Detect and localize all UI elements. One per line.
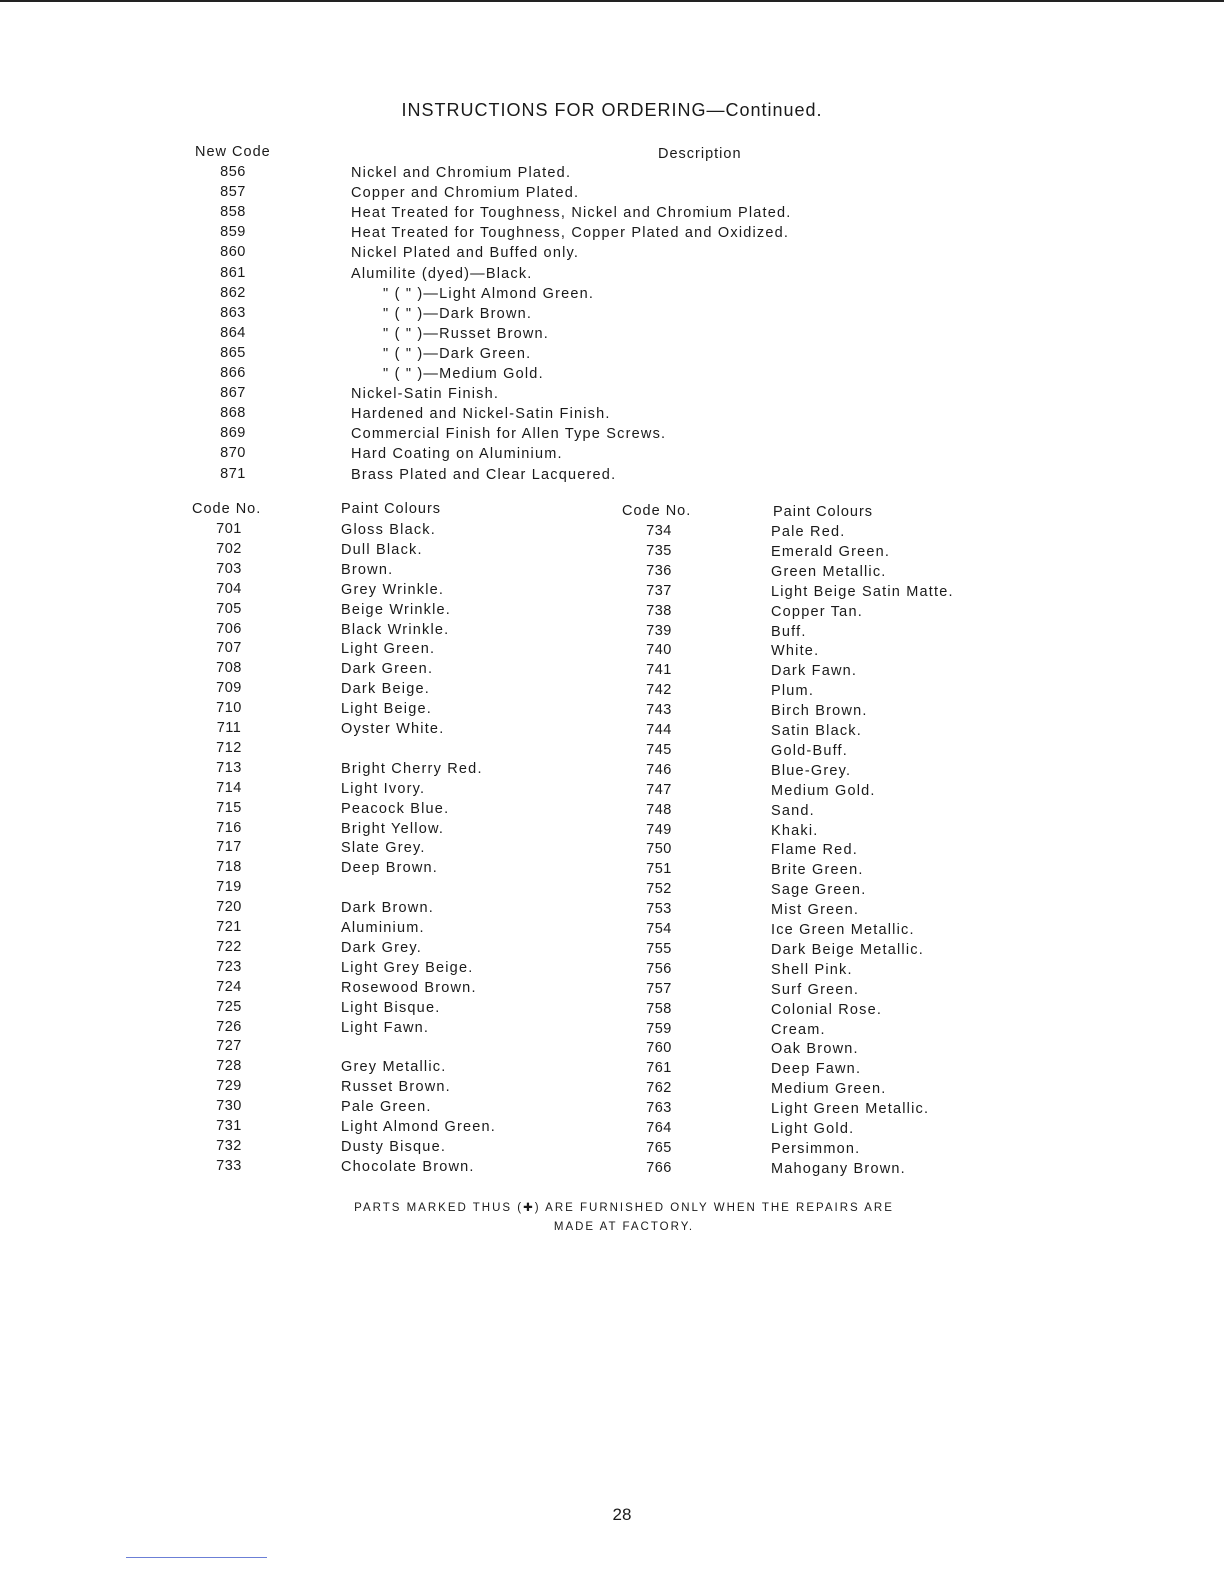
paint-code: 722 — [216, 938, 242, 955]
finish-description: Alumilite (dyed)—Black. — [351, 265, 533, 282]
paint-code: 751 — [646, 861, 672, 878]
paint-colour: Dark Grey. — [341, 939, 423, 956]
paint-colour: Dark Brown. — [341, 900, 434, 917]
paint-code: 742 — [646, 682, 672, 699]
finish-code-header: New Code — [195, 144, 271, 160]
paint-code: 701 — [216, 521, 242, 537]
finish-description: Heat Treated for Toughness, Copper Plated and Oxidized. — [351, 225, 790, 242]
finish-description: Commercial Finish for Allen Type Screws. — [351, 426, 667, 443]
finish-code: 863 — [220, 304, 246, 321]
paint-colour: Brite Green. — [771, 862, 864, 879]
paint-colour: Light Gold. — [771, 1121, 855, 1137]
finish-description: Nickel Plated and Buffed only. — [351, 245, 580, 262]
paint-colour: Gloss Black. — [341, 522, 436, 538]
paint-code: 732 — [216, 1137, 242, 1154]
paint-colour: Chocolate Brown. — [341, 1158, 475, 1175]
top-border-rule — [0, 0, 1224, 2]
finish-description: Hardened and Nickel-Satin Finish. — [351, 406, 611, 423]
paint-colour: Light Green. — [341, 641, 436, 658]
paint-code: 745 — [646, 741, 672, 758]
paint-colour: Persimmon. — [771, 1140, 861, 1157]
finish-code: 860 — [220, 244, 246, 261]
paint-colour: Dark Fawn. — [771, 663, 858, 680]
paint-code: 746 — [646, 761, 672, 778]
finish-code: 862 — [220, 284, 246, 301]
paint-colour: Slate Grey. — [341, 840, 426, 857]
paint-code: 712 — [216, 739, 242, 756]
finish-description: " ( " )—Dark Brown. — [383, 305, 533, 322]
finish-code: 865 — [220, 344, 246, 361]
finish-description-header: Description — [658, 146, 742, 162]
paint-code: 743 — [646, 702, 672, 719]
paint-colour: Pale Green. — [341, 1099, 432, 1116]
paint-code: 730 — [216, 1098, 242, 1115]
paint-code: 757 — [646, 980, 672, 997]
paint-code: 748 — [646, 801, 672, 818]
paint-code: 764 — [646, 1120, 672, 1136]
finish-description: " ( " )—Russet Brown. — [383, 325, 550, 342]
paint-colour: Emerald Green. — [771, 543, 891, 560]
paint-colour: Dark Green. — [341, 661, 434, 678]
paint-code: 727 — [216, 1038, 242, 1055]
finish-code: 859 — [220, 224, 246, 241]
finish-code: 861 — [220, 264, 246, 281]
finish-description: Heat Treated for Toughness, Nickel and Chromium Plated. — [351, 205, 792, 222]
paint-code: 747 — [646, 781, 672, 798]
paint-code: 733 — [216, 1157, 242, 1174]
finish-code: 867 — [220, 385, 246, 402]
paint-colour: Medium Green. — [771, 1081, 887, 1098]
finish-description: Nickel and Chromium Plated. — [351, 165, 572, 181]
paint-code: 761 — [646, 1060, 672, 1077]
paint-code: 759 — [646, 1020, 672, 1037]
paint-colour: Grey Wrinkle. — [341, 581, 445, 598]
footnote-line-1: PARTS MARKED THUS (✚) ARE FURNISHED ONLY WHEN THE REPAIRS ARE — [354, 1202, 894, 1214]
page-heading: INSTRUCTIONS FOR ORDERING—Continued. — [401, 100, 823, 120]
paint-colour: Light Grey Beige. — [341, 959, 474, 976]
paint-code: 713 — [216, 759, 242, 776]
finish-code: 857 — [220, 184, 246, 201]
paint-code: 717 — [216, 839, 242, 856]
finish-description: " ( " )—Light Almond Green. — [383, 285, 595, 302]
finish-code: 858 — [220, 204, 246, 221]
paint-code: 753 — [646, 901, 672, 918]
finish-code: 856 — [220, 164, 246, 180]
paint-code: 708 — [216, 660, 242, 677]
finish-description: Brass Plated and Clear Lacquered. — [351, 466, 617, 483]
paint-colour: Dull Black. — [341, 541, 423, 558]
paint-colour: Dusty Bisque. — [341, 1138, 447, 1155]
paint-colour: Bright Yellow. — [341, 820, 445, 837]
finish-code: 866 — [220, 365, 246, 381]
paint-code: 715 — [216, 799, 242, 816]
paint-code: 709 — [216, 680, 242, 697]
paint-code: 763 — [646, 1100, 672, 1117]
paint-code: 729 — [216, 1078, 242, 1095]
paint-colour: Buff. — [771, 623, 807, 640]
paint-colour: Light Almond Green. — [341, 1119, 496, 1135]
paint-code: 756 — [646, 960, 672, 977]
paint-colour: Mist Green. — [771, 902, 860, 919]
paint-colour: Dark Beige Metallic. — [771, 941, 924, 958]
paint-code: 749 — [646, 821, 672, 838]
paint-code: 706 — [216, 620, 242, 637]
finish-code: 864 — [220, 324, 246, 341]
paint-colour: Satin Black. — [771, 723, 862, 739]
paint-code: 750 — [646, 841, 672, 858]
paint-colour: Light Bisque. — [341, 999, 441, 1016]
paint-colour: Blue-Grey. — [771, 762, 852, 779]
paint-colour: White. — [771, 643, 820, 660]
paint-colour: Deep Brown. — [341, 860, 439, 877]
paint-code: 758 — [646, 1000, 672, 1017]
paint-colour: Deep Fawn. — [771, 1061, 862, 1078]
paint-code: 719 — [216, 879, 242, 896]
finish-description: Copper and Chromium Plated. — [351, 185, 580, 202]
paint-colour: Rosewood Brown. — [341, 979, 477, 996]
paint-code: 734 — [646, 523, 672, 539]
paint-colour: Grey Metallic. — [341, 1059, 447, 1076]
paint-code: 711 — [216, 720, 242, 736]
paint-right-colour-header: Paint Colours — [773, 504, 874, 520]
paint-colour: Gold-Buff. — [771, 742, 849, 759]
footnote-line-2: MADE AT FACTORY. — [553, 1221, 695, 1233]
paint-code: 765 — [646, 1139, 672, 1156]
finish-description: " ( " )—Dark Green. — [383, 345, 532, 362]
paint-colour: Shell Pink. — [771, 961, 853, 978]
paint-colour: Bright Cherry Red. — [341, 760, 483, 777]
finish-description: " ( " )—Medium Gold. — [383, 366, 544, 382]
finish-code: 868 — [220, 405, 246, 422]
paint-code: 710 — [216, 700, 242, 717]
paint-code: 725 — [216, 998, 242, 1015]
paint-colour: Light Beige. — [341, 701, 432, 718]
paint-code: 740 — [646, 642, 672, 659]
paint-code: 731 — [216, 1118, 242, 1134]
paint-colour: Oyster White. — [341, 721, 445, 737]
paint-colour: Black Wrinkle. — [341, 621, 450, 638]
paint-code: 724 — [216, 978, 242, 995]
finish-code: 869 — [220, 425, 246, 442]
paint-colour: Light Ivory. — [341, 780, 426, 797]
paint-code: 752 — [646, 881, 672, 898]
paint-code: 716 — [216, 819, 242, 836]
paint-colour: Plum. — [771, 683, 815, 700]
paint-colour: Oak Brown. — [771, 1041, 859, 1058]
paint-code: 736 — [646, 562, 672, 579]
paint-colour: Birch Brown. — [771, 703, 868, 720]
paint-colour: Light Beige Satin Matte. — [771, 583, 954, 600]
paint-colour: Light Green Metallic. — [771, 1101, 930, 1118]
paint-colour: Colonial Rose. — [771, 1001, 883, 1018]
paint-code: 735 — [646, 542, 672, 559]
paint-right-code-header: Code No. — [622, 503, 692, 519]
paint-colour: Beige Wrinkle. — [341, 601, 452, 618]
paint-colour: Medium Gold. — [771, 782, 876, 799]
finish-code: 871 — [220, 465, 246, 482]
paint-colour: Sage Green. — [771, 882, 867, 899]
finish-code: 870 — [220, 445, 246, 462]
paint-code: 739 — [646, 622, 672, 639]
paint-colour: Brown. — [341, 561, 394, 578]
paint-colour: Dark Beige. — [341, 681, 430, 698]
page-number: 28 — [612, 1505, 632, 1524]
paint-code: 704 — [216, 580, 242, 597]
paint-code: 720 — [216, 899, 242, 916]
paint-colour: Pale Red. — [771, 524, 846, 540]
paint-left-colour-header: Paint Colours — [341, 501, 442, 517]
paint-colour: Ice Green Metallic. — [771, 922, 915, 938]
paint-colour: Light Fawn. — [341, 1019, 430, 1036]
paint-code: 721 — [216, 919, 242, 935]
finish-description: Nickel-Satin Finish. — [351, 386, 500, 403]
paint-code: 760 — [646, 1040, 672, 1057]
paint-colour: Peacock Blue. — [341, 800, 450, 817]
paint-code: 714 — [216, 779, 242, 796]
paint-code: 741 — [646, 662, 672, 679]
paint-code: 705 — [216, 600, 242, 617]
paint-code: 723 — [216, 958, 242, 975]
paint-colour: Copper Tan. — [771, 603, 863, 620]
paint-code: 755 — [646, 940, 672, 957]
paint-code: 702 — [216, 540, 242, 557]
paint-code: 726 — [216, 1018, 242, 1035]
paint-code: 737 — [646, 582, 672, 599]
finish-description: Hard Coating on Aluminium. — [351, 446, 563, 463]
paint-colour: Russet Brown. — [341, 1079, 451, 1096]
paint-code: 728 — [216, 1058, 242, 1075]
paint-code: 754 — [646, 921, 672, 937]
paint-code: 707 — [216, 640, 242, 657]
paint-left-code-header: Code No. — [192, 501, 262, 517]
paint-code: 738 — [646, 602, 672, 619]
paint-code: 762 — [646, 1080, 672, 1097]
paint-code: 744 — [646, 722, 672, 738]
footer-rule — [126, 1557, 267, 1558]
paint-colour: Mahogany Brown. — [771, 1160, 906, 1177]
paint-code: 703 — [216, 560, 242, 577]
paint-code: 718 — [216, 859, 242, 876]
paint-colour: Flame Red. — [771, 842, 858, 859]
paint-colour: Khaki. — [771, 822, 819, 839]
paint-colour: Surf Green. — [771, 981, 860, 998]
paint-colour: Green Metallic. — [771, 563, 887, 580]
paint-colour: Sand. — [771, 802, 815, 819]
paint-colour: Aluminium. — [341, 920, 425, 936]
paint-code: 766 — [646, 1159, 672, 1176]
paint-colour: Cream. — [771, 1021, 826, 1038]
